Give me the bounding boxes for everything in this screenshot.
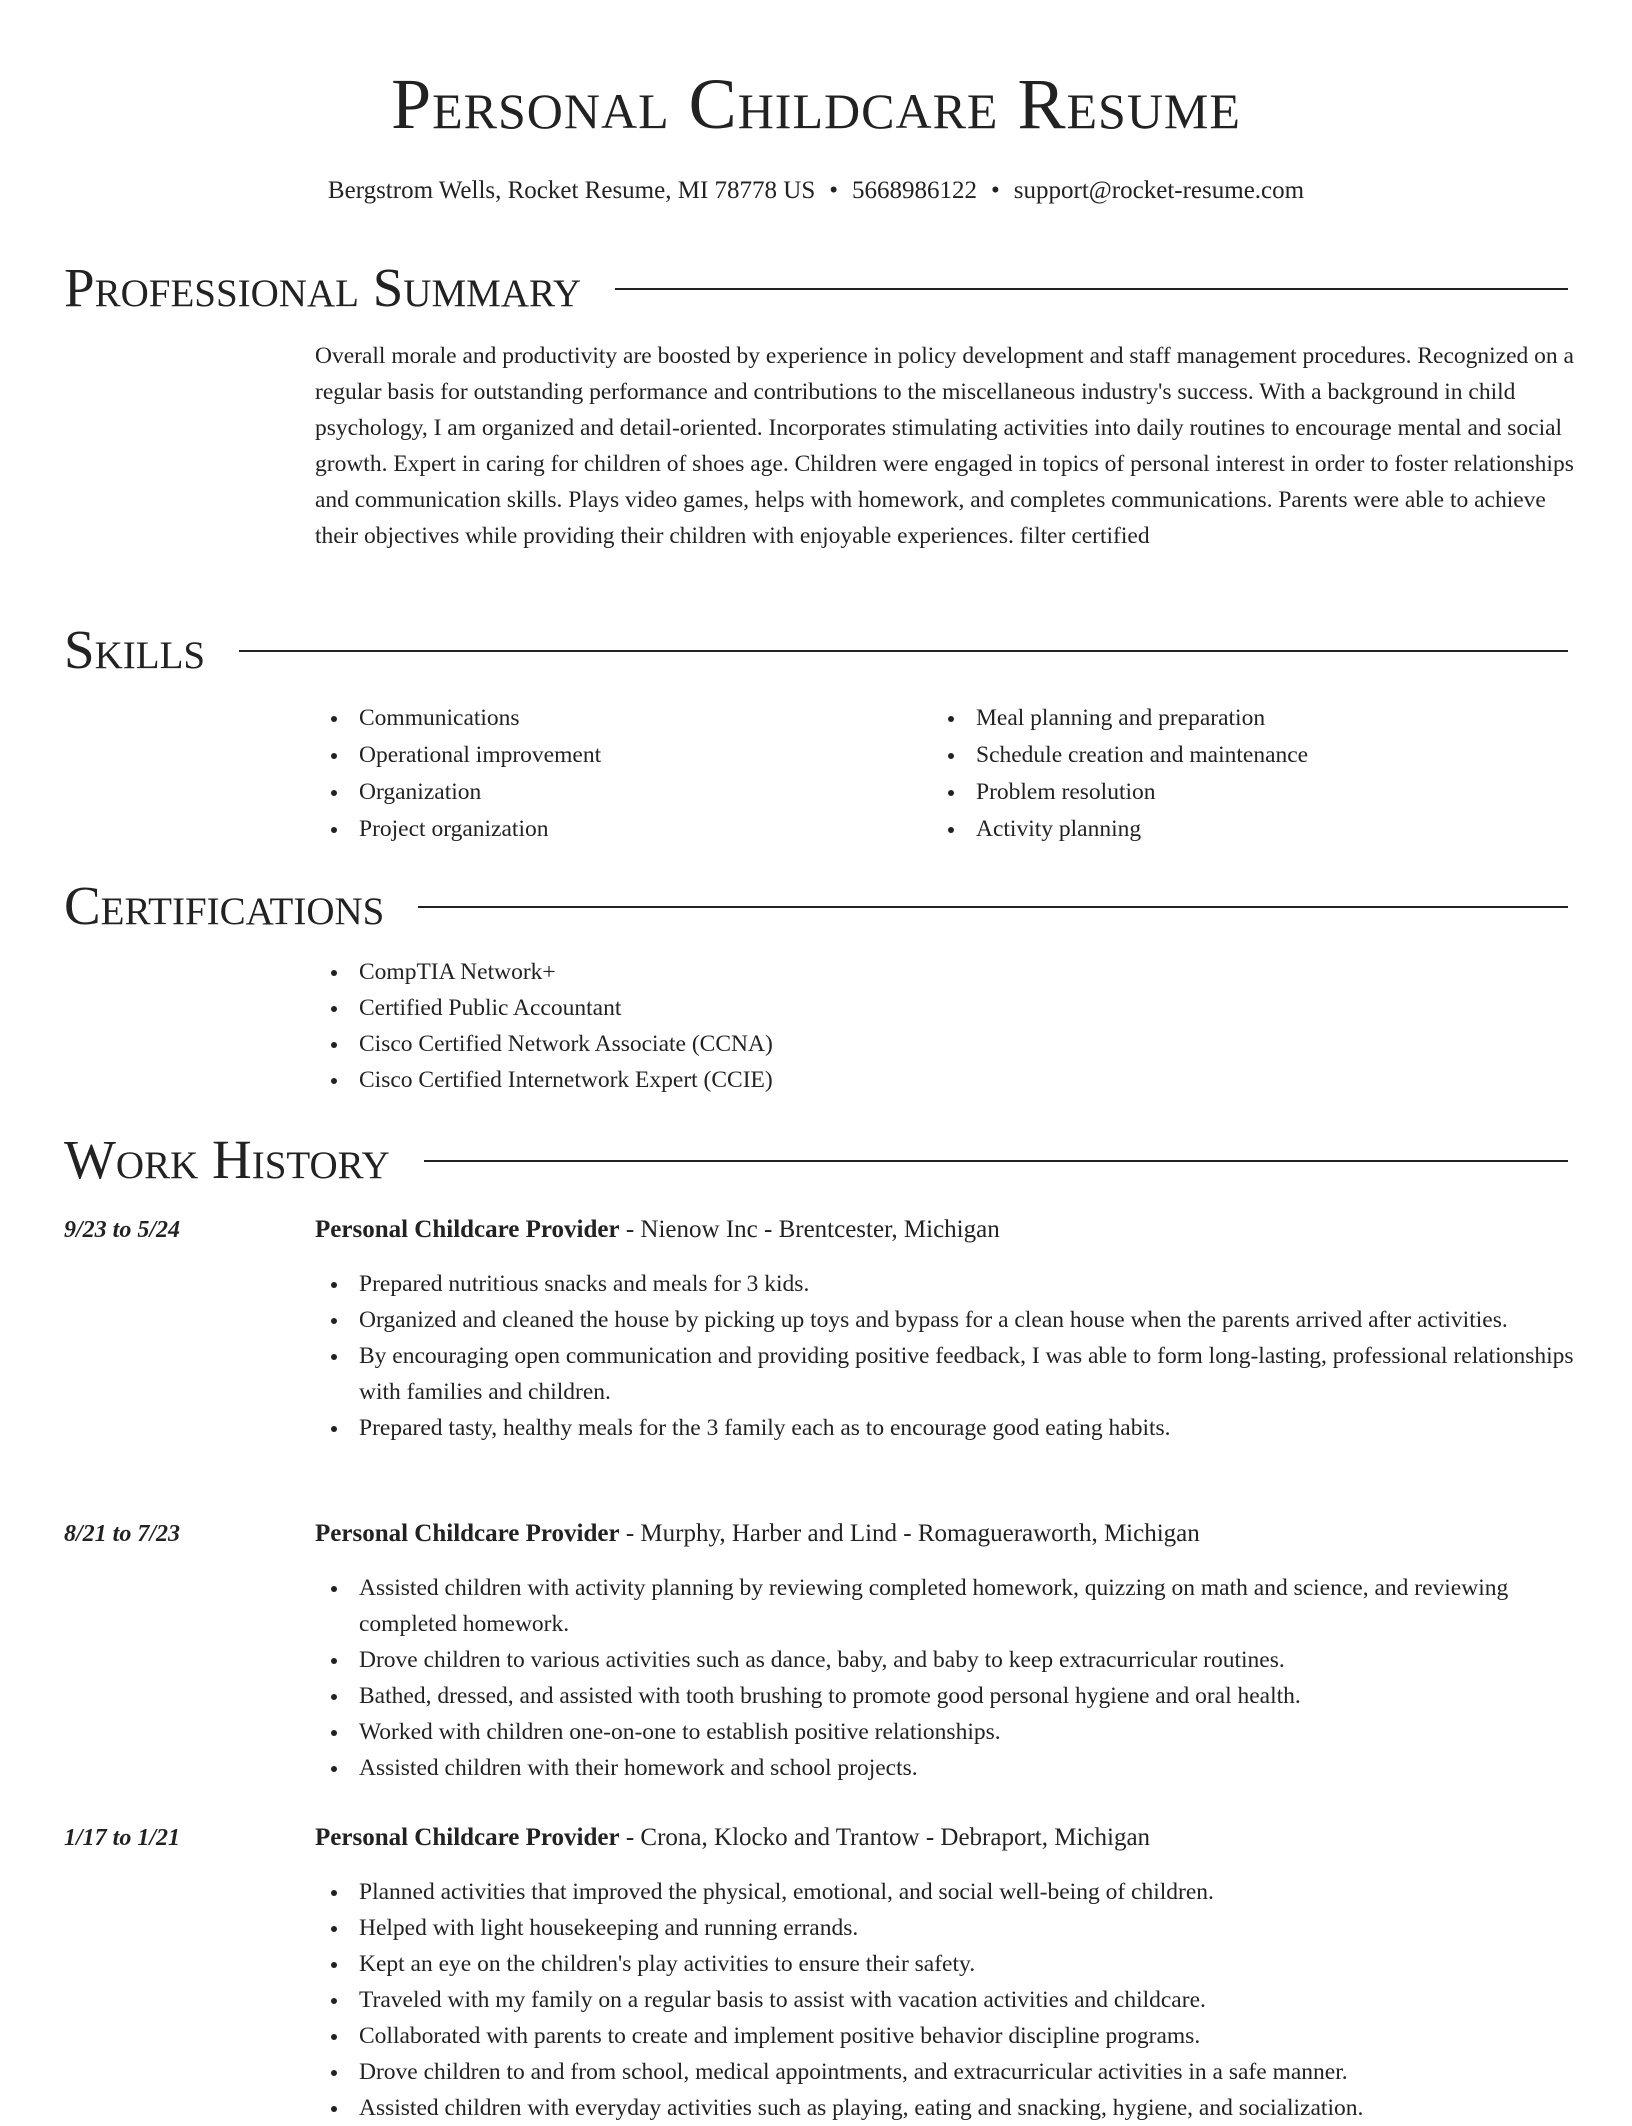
certifications-section-title: Certifications — [64, 875, 385, 936]
contact-phone: 5668986122 — [852, 177, 978, 204]
certifications-list — [315, 954, 1515, 1098]
contact-line — [0, 174, 1632, 208]
section-divider — [418, 906, 1568, 908]
skills-list-right — [932, 700, 1532, 848]
certification-item: Cisco Certified Internetwork Expert (CCIE) — [315, 1062, 1515, 1098]
job-bullet: Bathed, dressed, and assisted with tooth brushing to promote good personal hygiene and oral health. — [315, 1678, 1575, 1714]
skill-item: Schedule creation and maintenance — [932, 737, 1532, 774]
job-bullet: Traveled with my family on a regular basis to assist with vacation activities and childcare. — [315, 1982, 1575, 2018]
contact-separator: • — [829, 177, 839, 204]
certification-item: Certified Public Accountant — [315, 990, 1515, 1026]
skill-item: Meal planning and preparation — [932, 700, 1532, 737]
job-bullet: By encouraging open communication and providing positive feedback, I was able to form long-lasting, professional relationships with families and children. — [315, 1338, 1575, 1410]
job-bullet: Drove children to and from school, medical appointments, and extracurricular activities in a safe manner. — [315, 2054, 1575, 2090]
job-bullet: Planned activities that improved the physical, emotional, and social well-being of children. — [315, 1874, 1575, 1910]
job-bullet: Prepared nutritious snacks and meals for 3 kids. — [315, 1266, 1575, 1302]
job-company: - Crona, Klocko and Trantow - Debraport, Michigan — [619, 1824, 1151, 1851]
job-bullet: Assisted children with everyday activities such as playing, eating and snacking, hygiene, and socialization. — [315, 2090, 1575, 2126]
job-bullet: Assisted children with their homework and school projects. — [315, 1750, 1575, 1786]
contact-separator: • — [991, 177, 1000, 204]
job-bullet: Drove children to various activities such as dance, baby, and baby to keep extracurricular routines. — [315, 1642, 1575, 1678]
section-divider — [239, 650, 1568, 652]
job-bullet: Organized and cleaned the house by picking up toys and bypass for a clean house when the parents arrived after activities. — [315, 1302, 1575, 1338]
job-heading — [315, 1516, 1575, 1552]
summary-section-title: Professional Summary — [64, 257, 582, 318]
skill-item: Operational improvement — [315, 737, 915, 774]
job-bullets — [315, 1570, 1575, 1786]
skills-list-left — [315, 700, 915, 848]
job-dates: 9/23 to 5/24 — [64, 1217, 181, 1243]
job-bullet: Kept an eye on the children's play activities to ensure their safety. — [315, 1946, 1575, 1982]
section-divider — [615, 288, 1568, 290]
job-bullet: Assisted children with activity planning by reviewing completed homework, quizzing on math and science, and reviewing completed homework. — [315, 1570, 1575, 1642]
summary-section-header — [64, 256, 1568, 320]
job-dates: 8/21 to 7/23 — [64, 1521, 181, 1547]
skills-section-header — [64, 618, 1568, 682]
job-bullet: Collaborated with parents to create and implement positive behavior discipline programs. — [315, 2018, 1575, 2054]
job-bullet: Helped with light housekeeping and running errands. — [315, 1910, 1575, 1946]
skill-item: Project organization — [315, 811, 915, 848]
work-section-title: Work History — [64, 1129, 390, 1190]
job-role: Personal Childcare Provider — [315, 1216, 620, 1243]
job-company: - Murphy, Harber and Lind - Romagueraworth, Michigan — [619, 1520, 1200, 1547]
job-heading — [315, 1212, 1575, 1248]
job-company: - Nienow Inc - Brentcester, Michigan — [619, 1216, 1000, 1243]
job-bullet: Prepared tasty, healthy meals for the 3 family each as to encourage good eating habits. — [315, 1410, 1575, 1446]
job-bullets — [315, 1874, 1575, 2126]
certification-item: CompTIA Network+ — [315, 954, 1515, 990]
skill-item: Problem resolution — [932, 774, 1532, 811]
skill-item: Organization — [315, 774, 915, 811]
contact-address: Bergstrom Wells, Rocket Resume, MI 78778 US — [327, 177, 816, 204]
certification-item: Cisco Certified Network Associate (CCNA) — [315, 1026, 1515, 1062]
section-divider — [424, 1160, 1568, 1162]
job-dates: 1/17 to 1/21 — [64, 1825, 181, 1851]
job-role: Personal Childcare Provider — [315, 1824, 620, 1851]
job-bullet: Worked with children one-on-one to establish positive relationships. — [315, 1714, 1575, 1750]
job-bullets — [315, 1266, 1575, 1446]
skill-item: Communications — [315, 700, 915, 737]
skill-item: Activity planning — [932, 811, 1532, 848]
job-role: Personal Childcare Provider — [315, 1520, 620, 1547]
job-heading — [315, 1820, 1575, 1856]
certifications-section-header — [64, 874, 1568, 938]
resume-name: Personal Childcare Resume — [391, 64, 1241, 144]
skills-section-title: Skills — [64, 619, 206, 680]
contact-email: support@rocket-resume.com — [1013, 177, 1305, 204]
work-section-header — [64, 1128, 1568, 1192]
summary-text: Overall morale and productivity are boosted by experience in policy development and staff management procedures. Recognized on a regular basis for outstanding performance and contributions to the miscellaneous industry's success. With a background in child psychology, I am organized and detail-oriented. Incorporates stimulating activities into daily routines to encourage mental and social growth. Expert in caring for children of shoes age. Children were engaged in topics of personal interest in order to foster relationships and communication skills. Plays video games, helps with homework, and completes communications. Parents were able to achieve their objectives while providing their children with enjoyable experiences. filter certified — [315, 343, 1574, 549]
